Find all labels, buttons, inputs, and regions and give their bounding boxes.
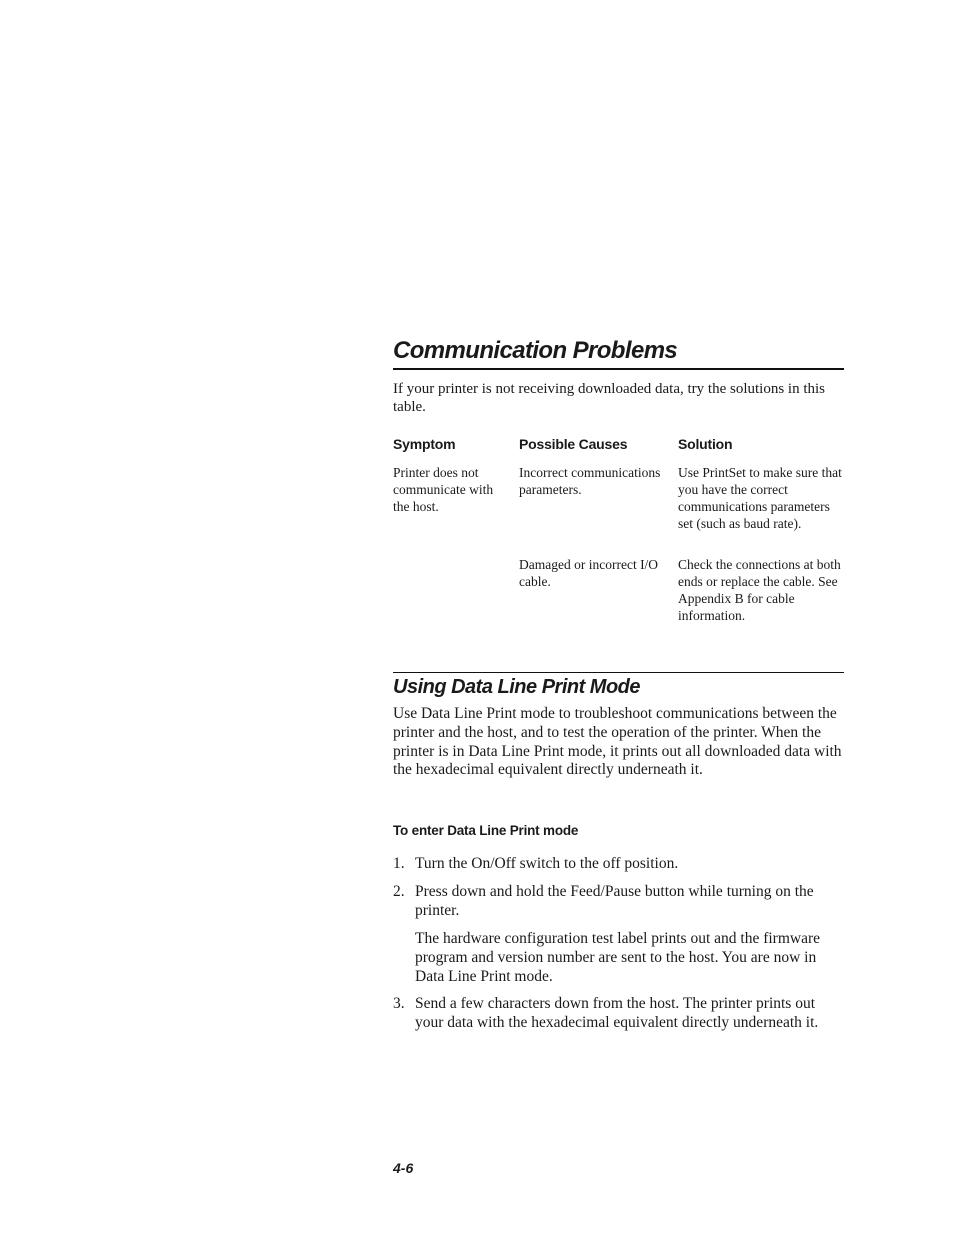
step-2-note: The hardware configuration test label prints out and the firmware program and version number are sent to the host. You are now in Data Line Print mode.: [415, 930, 821, 985]
section-title: Communication Problems: [393, 337, 678, 364]
page-number: 4-6: [393, 1160, 414, 1176]
step-text: Press down and hold the Feed/Pause button while turning on the printer.: [415, 883, 814, 919]
subsection-title: Using Data Line Print Mode: [393, 676, 641, 698]
column-header-symptom: Symptom: [393, 436, 456, 452]
procedure-title: To enter Data Line Print mode: [393, 823, 579, 838]
step-text: Send a few characters down from the host. The printer prints out your data with the hexadecimal equivalent directly underneath it.: [415, 995, 819, 1031]
subsection-rule: [393, 672, 844, 673]
intro-text: If your printer is not receiving downloaded data, try the solutions in this table.: [393, 381, 825, 415]
step-number: 1.: [393, 855, 405, 872]
column-header-solution: Solution: [678, 436, 733, 452]
step-text: Turn the On/Off switch to the off position.: [415, 855, 679, 872]
title-rule: [393, 368, 844, 370]
step-number: 3.: [393, 995, 405, 1012]
solution-cell-1: Use PrintSet to make sure that you have the correct communications parameters set (such as baud rate).: [678, 465, 842, 531]
cause-cell-2: Damaged or incorrect I/O cable.: [519, 557, 659, 589]
step-number: 2.: [393, 883, 405, 900]
subsection-body: Use Data Line Print mode to troubleshoot communications between the printer and the host, and to test the operation of the printer. When the printer is in Data Line Print mode, it prints out all downloaded data with the hexadecimal equivalent directly underneath it.: [393, 705, 842, 779]
symptom-cell: Printer does not communicate with the host.: [393, 465, 494, 514]
solution-cell-2: Check the connections at both ends or replace the cable. See Appendix B for cable information.: [678, 557, 841, 623]
cause-cell-1: Incorrect communications parameters.: [519, 465, 661, 497]
column-header-causes: Possible Causes: [519, 436, 628, 452]
